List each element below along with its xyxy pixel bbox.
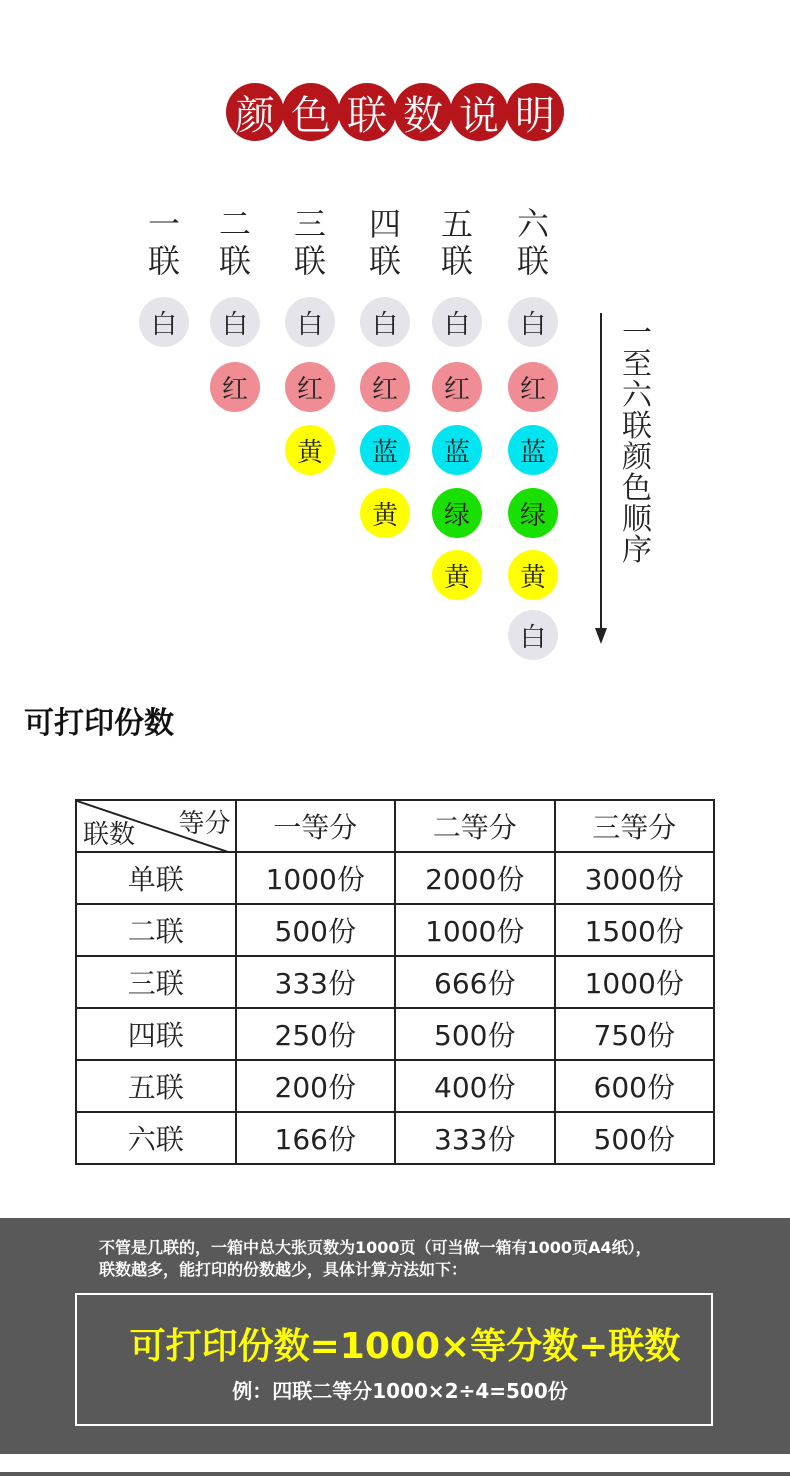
table-corner-cell <box>76 800 236 852</box>
title-char: 说 <box>450 83 508 141</box>
color-dot-white: 白 <box>432 297 482 347</box>
column-head-char: 一 <box>147 205 180 243</box>
column-head-2 <box>210 206 260 280</box>
table-cell: 166份 <box>236 1112 396 1164</box>
column-header: 三等分 <box>555 800 715 852</box>
color-dot-white: 白 <box>139 297 189 347</box>
table-row <box>76 1008 714 1060</box>
copies-table <box>75 799 715 1165</box>
color-dot-yellow: 黄 <box>360 488 410 538</box>
column-head-char: 联 <box>516 242 549 280</box>
row-label: 五联 <box>76 1060 236 1112</box>
table-row <box>76 852 714 904</box>
table-cell: 666份 <box>395 956 555 1008</box>
color-dot-white: 白 <box>210 297 260 347</box>
title-char: 色 <box>282 83 340 141</box>
example-text: 例：四联二等分1000×2÷4=500份 <box>232 1379 568 1403</box>
column-head-char: 联 <box>440 242 473 280</box>
column-head-char: 五 <box>440 205 473 243</box>
table-cell: 1000份 <box>236 852 396 904</box>
note-text <box>99 1237 719 1281</box>
color-dot-white: 白 <box>360 297 410 347</box>
column-head-char: 联 <box>368 242 401 280</box>
color-dot-red: 红 <box>508 362 558 412</box>
row-label: 二联 <box>76 904 236 956</box>
column-header: 一等分 <box>236 800 396 852</box>
table-cell: 500份 <box>555 1112 715 1164</box>
table-cell: 250份 <box>236 1008 396 1060</box>
table-row <box>76 956 714 1008</box>
color-dot-cyan: 蓝 <box>432 425 482 475</box>
column-head-5 <box>432 206 482 280</box>
down-arrow-icon <box>595 628 607 644</box>
color-dot-red: 红 <box>432 362 482 412</box>
column-head-6 <box>508 206 558 280</box>
color-dot-red: 红 <box>210 362 260 412</box>
page-title <box>0 83 790 141</box>
order-arrow-line <box>600 313 602 633</box>
table-cell: 200份 <box>236 1060 396 1112</box>
title-char: 颜 <box>226 83 284 141</box>
column-head-char: 三 <box>293 205 326 243</box>
table-cell: 1500份 <box>555 904 715 956</box>
row-label: 四联 <box>76 1008 236 1060</box>
color-dot-white: 白 <box>508 610 558 660</box>
title-char: 明 <box>506 83 564 141</box>
column-head-char: 联 <box>218 242 251 280</box>
table-cell: 3000份 <box>555 852 715 904</box>
column-head-char: 六 <box>516 205 549 243</box>
formula-text: 可打印份数=1000×等分数÷联数 <box>129 1326 681 1367</box>
row-label: 三联 <box>76 956 236 1008</box>
row-label: 单联 <box>76 852 236 904</box>
color-dot-red: 红 <box>360 362 410 412</box>
color-dot-white: 白 <box>285 297 335 347</box>
color-dot-green: 绿 <box>508 488 558 538</box>
table-cell: 333份 <box>236 956 396 1008</box>
table-row <box>76 1060 714 1112</box>
table-cell: 600份 <box>555 1060 715 1112</box>
table-row <box>76 904 714 956</box>
section-title: 可打印份数 <box>24 706 174 741</box>
table-cell: 333份 <box>395 1112 555 1164</box>
table-cell: 750份 <box>555 1008 715 1060</box>
color-dot-white: 白 <box>508 297 558 347</box>
table-cell: 1000份 <box>395 904 555 956</box>
column-head-3 <box>285 206 335 280</box>
column-head-char: 四 <box>368 205 401 243</box>
note-line-1: 不管是几联的，一箱中总大张页数为1000页（可当做一箱有1000页A4纸）， <box>99 1238 652 1257</box>
row-label: 六联 <box>76 1112 236 1164</box>
title-char: 联 <box>338 83 396 141</box>
column-head-char: 二 <box>218 205 251 243</box>
column-head-char: 联 <box>293 242 326 280</box>
table-cell: 400份 <box>395 1060 555 1112</box>
color-dot-cyan: 蓝 <box>360 425 410 475</box>
color-dot-yellow: 黄 <box>508 550 558 600</box>
column-head-char: 联 <box>147 242 180 280</box>
title-char: 数 <box>394 83 452 141</box>
table-header-row <box>76 800 714 852</box>
table-cell: 500份 <box>236 904 396 956</box>
column-header: 二等分 <box>395 800 555 852</box>
table-cell: 2000份 <box>395 852 555 904</box>
color-dot-yellow: 黄 <box>432 550 482 600</box>
corner-label-columns: 等分 <box>178 809 231 839</box>
table-row <box>76 1112 714 1164</box>
column-head-4 <box>360 206 410 280</box>
color-dot-yellow: 黄 <box>285 425 335 475</box>
corner-label-rows: 联数 <box>83 820 136 850</box>
note-line-2: 联数越多，能打印的份数越少，具体计算方法如下： <box>99 1260 468 1279</box>
color-dot-cyan: 蓝 <box>508 425 558 475</box>
color-dot-red: 红 <box>285 362 335 412</box>
column-head-1 <box>139 206 189 280</box>
color-dot-green: 绿 <box>432 488 482 538</box>
table-cell: 1000份 <box>555 956 715 1008</box>
bottom-divider <box>0 1472 790 1476</box>
order-label: 一至六联颜色顺序 <box>622 316 652 568</box>
table-cell: 500份 <box>395 1008 555 1060</box>
